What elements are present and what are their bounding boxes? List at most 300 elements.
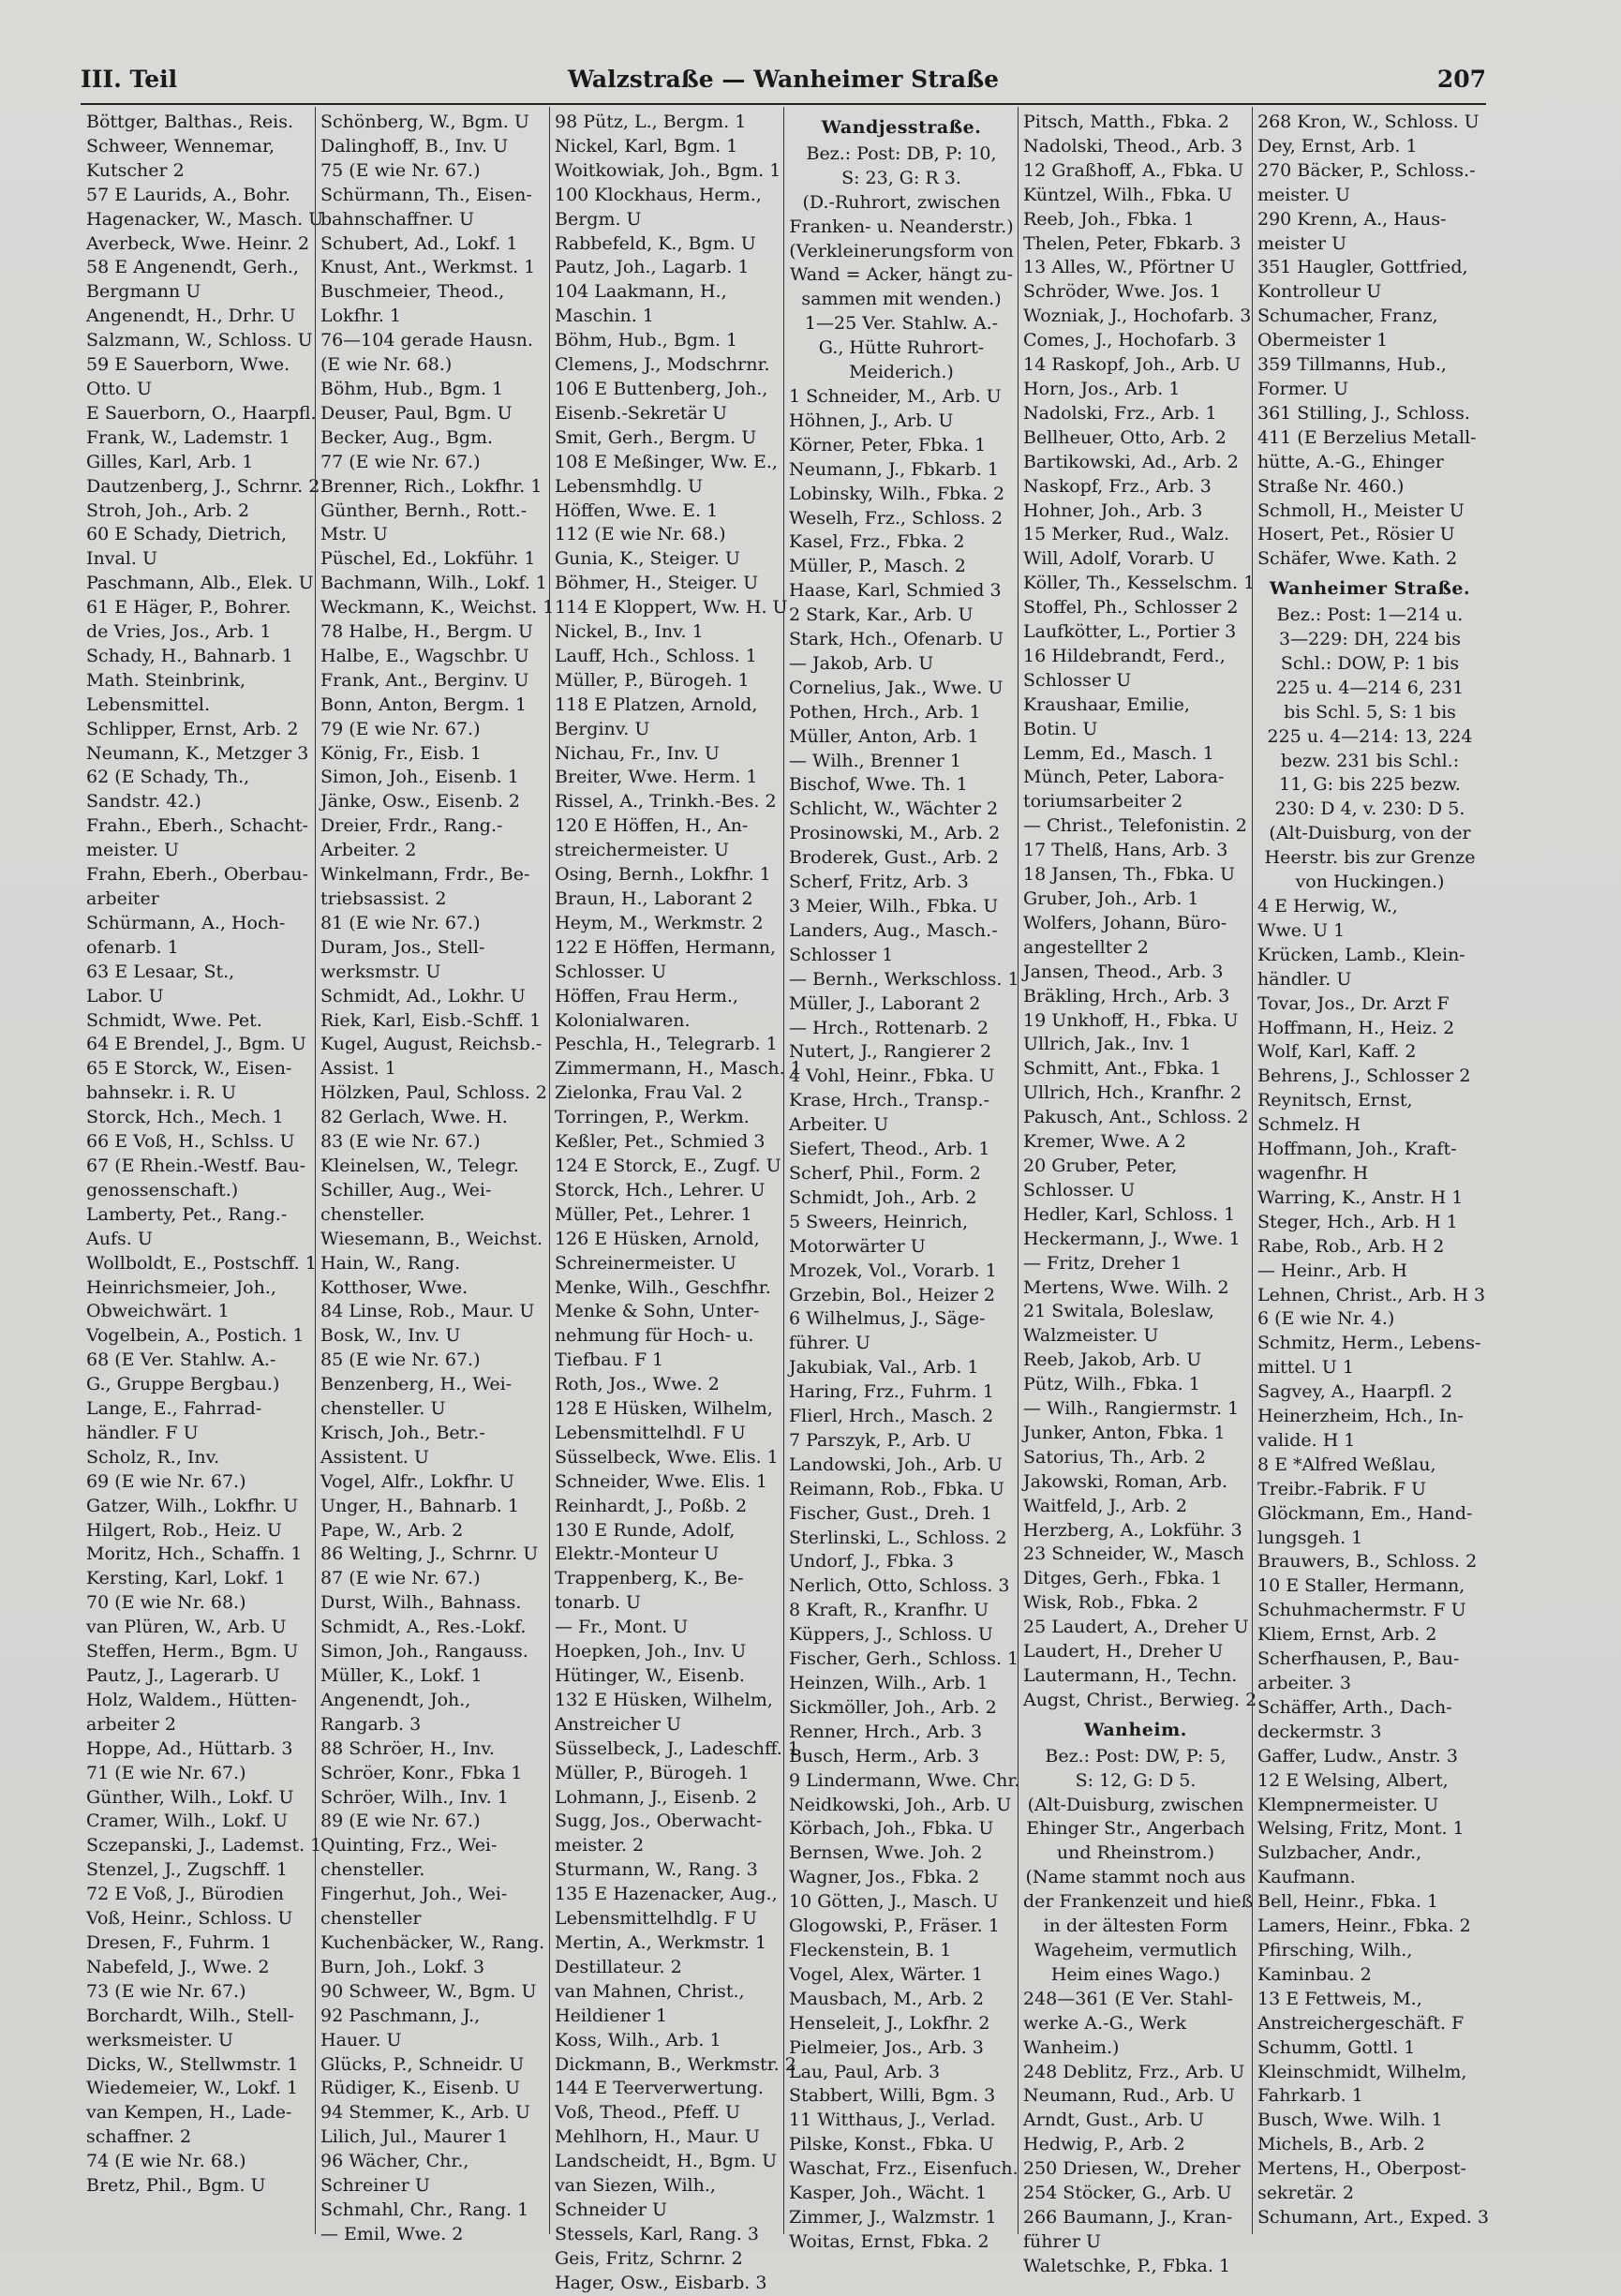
directory-entry: Dautzenberg, J., Schrnr. 2 (86, 475, 320, 497)
directory-entry: Rabbefeld, K., Bgm. U (555, 232, 756, 254)
directory-entry: van Siezen, Wilh., (555, 2175, 716, 2197)
directory-entry: 10 Götten, J., Masch. U (789, 1891, 999, 1913)
street-info: Heerstr. bis zur Grenze (1264, 847, 1476, 869)
directory-entry: Stroh, Joh., Arb. 2 (86, 499, 250, 521)
directory-entry: 13 Alles, W., Pförtner U (1023, 257, 1236, 278)
directory-entry: Kraushaar, Emilie, (1023, 693, 1190, 715)
directory-entry: Assistent. U (320, 1446, 429, 1468)
directory-entry: Unger, H., Bahnarb. 1 (320, 1495, 519, 1516)
directory-entry: 96 Wächer, Chr., (320, 2151, 469, 2172)
directory-entry: Bernsen, Wwe. Joh. 2 (789, 1842, 983, 1864)
street-heading: Wandjesstraße. (821, 117, 982, 138)
directory-entry: Cramer, Wilh., Lokf. U (86, 1811, 289, 1832)
directory-entry: Neidkowski, Joh., Arb. U (789, 1794, 1012, 1815)
directory-entry: Quinting, Frz., Wei- (320, 1835, 498, 1856)
directory-entry: Dresen, F., Fuhrm. 1 (86, 1931, 273, 1953)
directory-entry: 17 Thelß, Hans, Arb. 3 (1023, 840, 1228, 861)
directory-entry: schaffner. 2 (86, 2126, 192, 2148)
directory-entry: Bell, Heinr., Fbka. 1 (1257, 1891, 1439, 1913)
directory-entry: Kutscher 2 (86, 159, 185, 181)
directory-entry: — Heinr., Arb. H (1257, 1260, 1407, 1281)
directory-entry: Hager, Osw., Eisbarb. 3 (555, 2272, 767, 2293)
directory-entry: 65 E Storck, W., Eisen- (86, 1058, 292, 1080)
directory-entry: Lau, Paul, Arb. 3 (789, 2061, 941, 2082)
directory-entry: Körbach, Joh., Fbka. U (789, 1818, 994, 1840)
directory-entry: genossenschaft.) (86, 1179, 239, 1200)
directory-entry: Glogowski, P., Fräser. 1 (789, 1916, 1000, 1937)
column-6 (1252, 107, 1489, 2236)
directory-entry: Schäffer, Arth., Dach- (1257, 1696, 1452, 1718)
directory-entry: Roth, Jos., Wwe. 2 (555, 1374, 720, 1395)
directory-entry: Benzenberg, H., Wei- (320, 1374, 513, 1395)
directory-entry: 126 E Hüsken, Arnold, (555, 1228, 760, 1249)
directory-entry: toriumsarbeiter 2 (1023, 791, 1183, 813)
directory-entry: Hoepken, Joh., Inv. U (555, 1641, 747, 1662)
directory-entry: Hagenacker, W., Masch. U (86, 208, 324, 230)
directory-entry: Pilske, Konst., Fbka. U (789, 2134, 994, 2155)
directory-entry: Duram, Jos., Stell- (320, 936, 485, 958)
directory-entry: 21 Switala, Boleslaw, (1023, 1301, 1214, 1322)
directory-entry: 71 (E wie Nr. 67.) (86, 1762, 246, 1783)
directory-entry: Kliem, Ernst, Arb. 2 (1257, 1624, 1437, 1646)
directory-entry: Schmelz. H (1257, 1114, 1361, 1136)
directory-entry: — Hrch., Rottenarb. 2 (789, 1017, 989, 1038)
directory-entry: Mehlhorn, H., Maur. U (555, 2126, 760, 2148)
directory-entry: Lobinsky, Wilh., Fbka. 2 (789, 483, 1005, 504)
directory-entry: Kontrolleur U (1257, 281, 1382, 303)
street-info: S: 23, G: R 3. (841, 167, 961, 188)
directory-entry: Nickel, Karl, Bgm. 1 (555, 135, 738, 157)
directory-entry: Nichau, Fr., Inv. U (555, 742, 720, 764)
directory-entry: händler. F U (86, 1422, 199, 1443)
street-info: Wageheim, vermutlich (1034, 1939, 1238, 1961)
directory-entry: Halbe, E., Wagschbr. U (320, 645, 529, 666)
street-info: 3—229: DH, 224 bis (1279, 629, 1461, 650)
directory-entry: van Mahnen, Christ., (555, 1980, 745, 2002)
directory-entry: Scherfhausen, P., Bau- (1257, 1648, 1460, 1670)
directory-entry: Böhm, Hub., Bgm. 1 (555, 330, 738, 351)
directory-entry: Waletschke, P., Fbka. 1 (1023, 2255, 1231, 2276)
directory-entry: Math. Steinbrink, (86, 669, 246, 691)
column-5 (1018, 107, 1257, 2276)
directory-entry: Wolfers, Johann, Büro- (1023, 912, 1227, 933)
directory-entry: Bretz, Phil., Bgm. U (86, 2175, 266, 2197)
directory-entry: Dicks, W., Stellwmstr. 1 (86, 2053, 299, 2075)
street-heading: Wanheimer Straße. (1269, 578, 1471, 600)
street-info: (D.-Ruhrort, zwischen (802, 191, 1001, 213)
directory-entry: Gunia, K., Steiger. U (555, 548, 740, 570)
directory-entry: Wwe. U 1 (1257, 919, 1346, 941)
directory-entry: Laufkötter, L., Portier 3 (1023, 621, 1237, 643)
directory-entry: 19 Unkhoff, H., Fbka. U (1023, 1009, 1239, 1031)
street-info: Ehinger Str., Angerbach (1026, 1818, 1245, 1840)
directory-entry: Landers, Aug., Masch.- (789, 919, 998, 941)
directory-entry: händler. U (1257, 968, 1352, 990)
directory-entry: Moritz, Hch., Schaffn. 1 (86, 1543, 303, 1565)
directory-entry: 120 E Höffen, H., An- (555, 815, 749, 837)
directory-entry: Tiefbau. F 1 (555, 1349, 664, 1371)
street-info: der Frankenzeit und hieß (1023, 1891, 1254, 1913)
directory-entry: Püschel, Ed., Lokführ. 1 (320, 548, 536, 570)
column-3 (549, 107, 802, 2293)
directory-entry: 10 E Staller, Hermann, (1257, 1575, 1465, 1597)
directory-entry: valide. H 1 (1257, 1429, 1356, 1451)
directory-entry: Ullrich, Hch., Kranfhr. 2 (1023, 1082, 1242, 1104)
directory-entry: deckermstr. 3 (1257, 1721, 1382, 1742)
directory-entry: 63 E Lesaar, St., (86, 961, 235, 982)
street-range-title: Walzstraße — Wanheimer Straße (567, 66, 1000, 93)
directory-entry: 18 Jansen, Th., Fbka. U (1023, 864, 1236, 886)
directory-entry: Bischof, Wwe. Th. 1 (789, 774, 968, 796)
street-info: in der ältesten Form (1043, 1916, 1228, 1937)
directory-entry: Jakubiak, Val., Arb. 1 (789, 1357, 979, 1379)
column-divider (315, 107, 316, 2234)
directory-entry: Schmidt, Wwe. Pet. (86, 1009, 262, 1031)
directory-entry: werksmstr. U (320, 961, 441, 982)
directory-entry: Arbeiter. U (789, 1114, 889, 1136)
directory-entry: Jansen, Theod., Arb. 3 (1023, 961, 1224, 982)
directory-entry: Schlicht, W., Wächter 2 (789, 798, 999, 820)
directory-entry: 98 Pütz, L., Bergm. 1 (555, 112, 747, 132)
street-info: Wand = Acker, hängt zu- (789, 264, 1014, 286)
directory-entry: 4 Vohl, Heinr., Fbka. U (789, 1066, 995, 1087)
directory-entry: Keßler, Pet., Schmied 3 (555, 1131, 766, 1153)
directory-entry: Waschat, Frz., Eisenfuch. (789, 2158, 1019, 2180)
directory-entry: Pütz, Wilh., Fbka. 1 (1023, 1374, 1200, 1395)
street-info: G., Hütte Ruhrort- (818, 337, 985, 359)
directory-entry: Sulzbacher, Andr., (1257, 1842, 1422, 1864)
directory-entry: — Christ., Telefonistin. 2 (1023, 815, 1247, 837)
street-info: Franken- u. Neanderstr.) (789, 216, 1014, 237)
directory-entry: Glücks, P., Schneidr. U (320, 2053, 525, 2075)
directory-entry: Schlosser 1 (789, 944, 894, 965)
directory-entry: Heym, M., Werkmstr. 2 (555, 912, 764, 933)
directory-entry: Fahrkarb. 1 (1257, 2085, 1363, 2107)
street-info: von Huckingen.) (1295, 872, 1445, 893)
directory-entry: Hohner, Joh., Arb. 3 (1023, 499, 1203, 521)
directory-entry: Schumacher, Franz, (1257, 306, 1438, 327)
directory-entry: Kuchenbäcker, W., Rang. (320, 1931, 545, 1953)
directory-entry: Hoppe, Ad., Hüttarb. 3 (86, 1737, 293, 1759)
directory-entry: 361 Stilling, J., Schloss. (1257, 402, 1470, 424)
directory-entry: Eisenb.-Sekretär U (555, 402, 727, 424)
directory-entry: 85 (E wie Nr. 67.) (320, 1349, 481, 1371)
directory-entry: Schreiner U (320, 2175, 430, 2197)
directory-entry: Kaufmann. (1257, 1867, 1356, 1888)
directory-entry: Nadolski, Frz., Arb. 1 (1023, 402, 1217, 424)
street-info: Bez.: Post: DW, P: 5, (1045, 1745, 1227, 1767)
directory-entry: Wollboldt, E., Postschff. 1 (86, 1252, 317, 1274)
directory-entry: Bonn, Anton, Bergm. 1 (320, 693, 527, 715)
directory-entry: Geis, Fritz, Schrnr. 2 (555, 2247, 743, 2269)
directory-entry: triebsassist. 2 (320, 888, 447, 909)
directory-entry: Lemm, Ed., Masch. 1 (1023, 742, 1214, 764)
directory-entry: Neumann, Rud., Arb. U (1023, 2085, 1235, 2107)
directory-entry: Weckmann, K., Weichst. 1 (320, 597, 555, 619)
directory-entry: Satorius, Th., Arb. 2 (1023, 1446, 1206, 1468)
directory-entry: Fischer, Gerh., Schloss. 1 (789, 1648, 1019, 1670)
directory-entry: Kugel, August, Reichsb.- (320, 1034, 543, 1055)
directory-entry: Lamers, Heinr., Fbka. 2 (1257, 1916, 1471, 1937)
directory-entry: Pothen, Hrch., Arb. 1 (789, 701, 981, 723)
directory-entry: Obermeister 1 (1257, 330, 1389, 351)
directory-entry: arbeiter (86, 888, 159, 909)
directory-entry: Cornelius, Jak., Wwe. U (789, 677, 1004, 698)
directory-entry: Weselh, Frz., Schloss. 2 (789, 507, 1004, 529)
directory-entry: 268 Kron, W., Schloss. U (1257, 112, 1480, 132)
directory-entry: Dey, Ernst, Arb. 1 (1257, 135, 1418, 157)
directory-entry: Lebensmittelhdlg. F U (555, 1908, 757, 1930)
directory-entry: Former. U (1257, 378, 1349, 399)
directory-entry: Schlosser. U (1023, 1179, 1136, 1200)
directory-entry: Busch, Herm., Arb. 3 (789, 1745, 980, 1767)
column-divider (783, 107, 784, 2234)
directory-entry: 82 Gerlach, Wwe. H. (320, 1107, 508, 1128)
column-4 (783, 107, 1020, 2252)
directory-entry: Mertin, A., Werkmstr. 1 (555, 1931, 767, 1953)
directory-entry: Zimmermann, H., Masch. 1 (555, 1058, 802, 1080)
directory-entry: 81 (E wie Nr. 67.) (320, 912, 481, 933)
directory-entry: Undorf, J., Fbka. 3 (789, 1551, 954, 1573)
directory-entry: Salzmann, W., Schloss. U (86, 330, 313, 351)
directory-entry: Riek, Karl, Eisb.-Schff. 1 (320, 1009, 542, 1031)
directory-entry: de Vries, Jos., Arb. 1 (86, 621, 272, 643)
directory-entry: Henseleit, J., Lokfhr. 2 (789, 2012, 990, 2034)
directory-entry: Vogel, Alfr., Lokfhr. U (320, 1470, 514, 1492)
directory-entry: Schiller, Aug., Wei- (320, 1179, 492, 1200)
directory-entry: Bellheuer, Otto, Arb. 2 (1023, 426, 1227, 448)
directory-entry: Voß, Heinr., Schloss. U (86, 1908, 293, 1930)
directory-entry: meister. U (86, 840, 180, 861)
directory-entry: Lohmann, J., Eisenb. 2 (555, 1786, 757, 1808)
directory-entry: arbeiter. 3 (1257, 1673, 1351, 1693)
directory-entry: Becker, Aug., Bgm. (320, 426, 494, 448)
directory-entry: Scherf, Phil., Form. 2 (789, 1162, 981, 1184)
directory-entry: 67 (E Rhein.-Westf. Bau- (86, 1155, 306, 1176)
directory-entry: 2 Stark, Kar., Arb. U (789, 604, 974, 626)
directory-entry: Lange, E., Fahrrad- (86, 1398, 262, 1420)
directory-entry: — Emil, Wwe. 2 (320, 2223, 464, 2244)
directory-entry: Durst, Wilh., Bahnass. (320, 1592, 522, 1614)
directory-entry: Lebensmhdlg. U (555, 475, 704, 497)
directory-entry: 59 E Sauerborn, Wwe. (86, 354, 290, 376)
directory-entry: Süsselbeck, Wwe. Elis. 1 (555, 1446, 779, 1468)
directory-entry: Kleinschmidt, Wilhelm, (1257, 2061, 1467, 2082)
directory-entry: arbeiter 2 (86, 1713, 176, 1735)
directory-entry: Stessels, Karl, Rang. 3 (555, 2223, 759, 2244)
directory-entry: Reimann, Rob., Fbka. U (789, 1478, 1004, 1499)
directory-entry: Menke & Sohn, Unter- (555, 1301, 760, 1322)
directory-entry: Voß, Theod., Pfeff. U (555, 2102, 741, 2124)
directory-entry: 106 E Buttenberg, Joh., (555, 378, 768, 399)
directory-entry: Rissel, A., Trinkh.-Bes. 2 (555, 791, 777, 813)
directory-entry: Sickmöller, Joh., Arb. 2 (789, 1696, 997, 1718)
directory-entry: Treibr.-Fabrik. F U (1257, 1478, 1427, 1499)
directory-entry: 25 Laudert, A., Dreher U (1023, 1617, 1249, 1638)
directory-entry: 76—104 gerade Hausn. (320, 330, 533, 351)
directory-entry: 60 E Schady, Dietrich, (86, 524, 288, 545)
directory-entry: Frahn., Eberh., Schacht- (86, 815, 309, 837)
directory-entry: Horn, Jos., Arb. 1 (1023, 378, 1181, 399)
directory-entry: chensteller. (320, 1203, 425, 1225)
directory-entry: Mertens, H., Oberpost- (1257, 2158, 1466, 2180)
directory-entry: Landscheidt, H., Bgm. U (555, 2151, 778, 2172)
directory-entry: Höffen, Frau Herm., (555, 985, 738, 1006)
directory-entry: 6 (E wie Nr. 4.) (1257, 1308, 1395, 1330)
directory-entry: Krücken, Lamb., Klein- (1257, 944, 1465, 965)
directory-entry: Bergmann U (86, 281, 201, 303)
directory-entry: Stabbert, Willi, Bgm. 3 (789, 2085, 996, 2107)
directory-entry: 12 Graßhoff, A., Fbka. U (1023, 159, 1244, 181)
directory-entry: 73 (E wie Nr. 67.) (86, 1980, 246, 2002)
directory-entry: Anstreicher U (555, 1713, 682, 1735)
directory-entry: Inval. U (86, 548, 157, 570)
directory-entry: Angenendt, H., Drhr. U (86, 306, 296, 327)
directory-entry: Sturmann, W., Rang. 3 (555, 1859, 758, 1881)
header-rule (81, 103, 1486, 105)
directory-entry: Reinhardt, J., Poßb. 2 (555, 1495, 748, 1516)
directory-entry: 144 E Teerverwertung. (555, 2078, 764, 2099)
directory-entry: Kolonialwaren. (555, 1009, 691, 1031)
directory-entry: Osing, Bernh., Lokfhr. 1 (555, 864, 771, 886)
directory-entry: 359 Tillmanns, Hub., (1257, 354, 1447, 376)
directory-entry: Schmahl, Chr., Rang. 1 (320, 2199, 529, 2220)
directory-entry: 69 (E wie Nr. 67.) (86, 1470, 246, 1492)
directory-entry: Peschla, H., Telegrarb. 1 (555, 1034, 778, 1055)
directory-entry: Brauwers, B., Schloss. 2 (1257, 1551, 1478, 1573)
directory-entry: 86 Welting, J., Schrnr. U (320, 1543, 539, 1565)
directory-entry: meister U (1257, 232, 1347, 254)
directory-entry: Winkelmann, Frdr., Be- (320, 864, 530, 886)
directory-entry: Storck, Hch., Mech. 1 (86, 1107, 284, 1128)
directory-entry: Bergm. U (555, 208, 642, 230)
directory-entry: Hoffmann, Joh., Kraft- (1257, 1139, 1457, 1160)
directory-entry: 57 E Laurids, A., Bohr. (86, 184, 290, 205)
directory-entry: Deuser, Paul, Bgm. U (320, 402, 513, 424)
directory-entry: Schlosser U (1023, 669, 1132, 691)
directory-entry: Nadolski, Theod., Arb. 3 (1023, 135, 1243, 157)
street-info: (Name stammt noch aus (1025, 1867, 1246, 1888)
directory-entry: 13 E Fettweis, M., (1257, 1988, 1422, 2009)
directory-entry: Krase, Hrch., Transp.- (789, 1090, 990, 1111)
directory-entry: Haase, Karl, Schmied 3 (789, 580, 1002, 602)
directory-entry: Zielonka, Frau Val. 2 (555, 1082, 743, 1104)
directory-entry: 83 (E wie Nr. 67.) (320, 1131, 481, 1153)
directory-entry: Woitkowiak, Joh., Bgm. 1 (555, 159, 781, 181)
directory-entry: Stoffel, Ph., Schlosser 2 (1023, 597, 1239, 619)
directory-entry: 61 E Häger, P., Bohrer. (86, 597, 291, 619)
directory-entry: Angenendt, Joh., (320, 1689, 471, 1710)
directory-entry: Müller, Pet., Lehrer. 1 (555, 1203, 752, 1225)
directory-entry: Wiedemeier, W., Lokf. 1 (86, 2078, 298, 2099)
street-info: und Rheinstrom.) (1056, 1842, 1215, 1864)
directory-entry: 58 E Angenendt, Gerh., (86, 257, 299, 278)
directory-entry: Hölzken, Paul, Schloss. 2 (320, 1082, 547, 1104)
directory-entry: Schmidt, Ad., Lokhr. U (320, 985, 526, 1006)
directory-entry: 254 Stöcker, G., Arb. U (1023, 2183, 1232, 2204)
directory-entry: meister. U (1257, 184, 1351, 205)
directory-entry: 70 (E wie Nr. 68.) (86, 1592, 246, 1614)
directory-entry: Pakusch, Ant., Schloss. 2 (1023, 1107, 1249, 1128)
directory-entry: Heildiener 1 (555, 2005, 668, 2026)
directory-entry: Frank, Ant., Berginv. U (320, 669, 529, 691)
directory-entry: Naskopf, Frz., Arb. 3 (1023, 475, 1212, 497)
directory-entry: 92 Paschmann, J., (320, 2005, 481, 2026)
directory-entry: Höhnen, J., Arb. U (789, 410, 954, 431)
directory-entry: Dickmann, B., Werkmstr. 2 (555, 2053, 796, 2075)
directory-entry: Flierl, Hrch., Masch. 2 (789, 1406, 994, 1427)
directory-entry: Berginv. U (555, 718, 650, 739)
directory-entry: Schneider U (555, 2199, 667, 2220)
directory-entry: hütte, A.-G., Ehinger (1257, 451, 1444, 472)
directory-entry: Prosinowski, M., Arb. 2 (789, 823, 1001, 844)
directory-entry: Gruber, Joh., Arb. 1 (1023, 888, 1199, 909)
directory-entry: Woitas, Ernst, Fbka. 2 (789, 2230, 989, 2252)
directory-entry: 12 E Welsing, Albert, (1257, 1769, 1449, 1791)
directory-entry: Lamberty, Pet., Rang.- (86, 1203, 288, 1225)
directory-entry: Dreier, Frdr., Rang.- (320, 815, 503, 837)
directory-entry: Assist. 1 (320, 1058, 396, 1080)
directory-entry: 1 Schneider, M., Arb. U (789, 385, 1002, 407)
directory-entry: 351 Haugler, Gottfried, (1257, 257, 1468, 278)
directory-entry: Destillateur. 2 (555, 1956, 682, 1977)
directory-entry: van Kempen, H., Lade- (86, 2102, 292, 2124)
street-info: 230: D 4, v. 230: D 5. (1274, 798, 1465, 820)
directory-entry: E Sauerborn, O., Haarpfl. (86, 402, 317, 424)
directory-entry: Pitsch, Matth., Fbka. 2 (1023, 112, 1229, 132)
column-2 (315, 107, 555, 2244)
directory-entry: Heinzen, Wilh., Arb. 1 (789, 1673, 989, 1693)
directory-entry: Brenner, Rich., Lokfhr. 1 (320, 475, 543, 497)
directory-entry: Nutert, J., Rangierer 2 (789, 1041, 992, 1063)
directory-entry: 8 E *Alfred Weßlau, (1257, 1454, 1436, 1475)
directory-entry: Schneider, Wwe. Elis. 1 (555, 1470, 767, 1492)
directory-entry: Schumm, Gottl. 1 (1257, 2036, 1416, 2058)
directory-entry: Schmoll, H., Meister U (1257, 499, 1465, 521)
directory-entry: Knust, Ant., Werkmst. 1 (320, 257, 536, 278)
street-info: (Alt-Duisburg, von der (1269, 823, 1471, 844)
directory-entry: Gilles, Karl, Arb. 1 (86, 451, 254, 472)
directory-entry: 11 Witthaus, J., Verlad. (789, 2110, 996, 2131)
directory-entry: Böhmer, H., Steiger. U (555, 573, 759, 594)
directory-entry: 8 Kraft, R., Kranfhr. U (789, 1600, 989, 1621)
directory-entry: Reeb, Jakob, Arb. U (1023, 1349, 1202, 1371)
street-info: Schl.: DOW, P: 1 bis (1280, 652, 1460, 674)
directory-entry: 124 E Storck, E., Zugf. U (555, 1155, 781, 1176)
directory-entry: Lauff, Hch., Schloss. 1 (555, 645, 757, 666)
directory-entry: Laudert, H., Dreher U (1023, 1641, 1224, 1662)
directory-entry: Breiter, Wwe. Herm. 1 (555, 767, 758, 788)
directory-entry: — Wilh., Brenner 1 (789, 750, 961, 771)
directory-entry: Schlipper, Ernst, Arb. 2 (86, 718, 299, 739)
directory-entry: Lehnen, Christ., Arb. H 3 (1257, 1284, 1486, 1305)
directory-entry: Busch, Wwe. Wilh. 1 (1257, 2110, 1443, 2131)
directory-entry: Junker, Anton, Fbka. 1 (1023, 1422, 1226, 1443)
directory-entry: Fischer, Gust., Dreh. 1 (789, 1502, 993, 1524)
directory-entry: Stark, Hch., Ofenarb. U (789, 629, 1004, 650)
directory-entry: Haring, Frz., Fuhrm. 1 (789, 1381, 994, 1403)
directory-entry: Schröder, Wwe. Jos. 1 (1023, 281, 1221, 303)
directory-entry: 14 Raskopf, Joh., Arb. U (1023, 354, 1242, 376)
directory-entry: Schubert, Ad., Lokf. 1 (320, 232, 518, 254)
directory-entry: Simon, Joh., Rangauss. (320, 1641, 528, 1662)
directory-entry: 100 Klockhaus, Herm., (555, 184, 762, 205)
street-heading: Wanheim. (1084, 1719, 1187, 1740)
directory-entry: mittel. U 1 (1257, 1357, 1354, 1379)
directory-entry: Schmidt, Joh., Arb. 2 (789, 1186, 977, 1208)
directory-entry: Mrozek, Vol., Vorarb. 1 (789, 1260, 997, 1281)
directory-entry: Fleckenstein, B. 1 (789, 1939, 952, 1961)
